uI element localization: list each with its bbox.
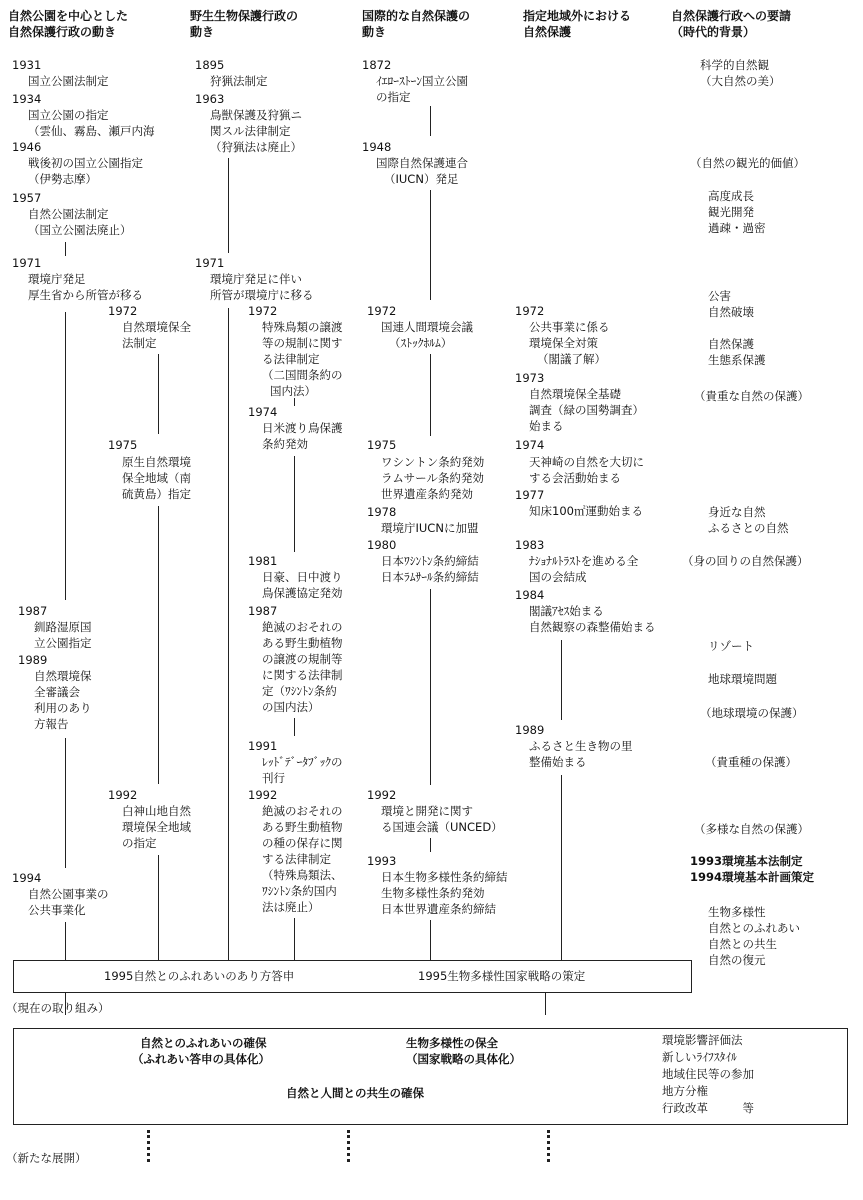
event-text: 国際自然保護連合 <box>376 156 468 170</box>
event-text: ﾜｼﾝﾄﾝ条約国内 <box>262 884 337 898</box>
event-text: 自然観察の森整備始まる <box>529 620 656 634</box>
current-right-item: 新しいﾗｲﾌｽﾀｲﾙ <box>662 1050 737 1064</box>
header-col2 <box>190 8 298 40</box>
event-year: 1973 <box>515 371 545 385</box>
event-text: （雲仙、霧島、瀬戸内海 <box>28 124 155 138</box>
event-text: 方報告 <box>34 717 69 731</box>
event-text: 公共事業に係る <box>529 320 610 334</box>
background-text: （地球環境の保護） <box>700 706 804 720</box>
background-text: 過疎・過密 <box>708 221 766 235</box>
event-text: 絶滅のおそれの <box>262 620 343 634</box>
event-year: 1981 <box>248 554 278 568</box>
event-year: 1972 <box>248 304 278 318</box>
event-year: 1972 <box>367 304 397 318</box>
event-text: 絶滅のおそれの <box>262 804 343 818</box>
event-year: 1980 <box>367 538 397 552</box>
event-text: 日本ﾜｼﾝﾄﾝ条約締結 <box>381 554 479 568</box>
event-text: 環境庁発足 <box>28 272 86 286</box>
timeline-line <box>158 506 159 784</box>
event-text: ラムサール条約発効 <box>381 471 484 485</box>
event-text: 自然公園法制定 <box>28 207 109 221</box>
event-text: 鳥保護協定発効 <box>262 586 343 600</box>
event-text: 環境保全対策 <box>529 336 598 350</box>
event-text: ﾅｼｮﾅﾙﾄﾗｽﾄを進める全 <box>529 554 639 568</box>
header-col4-text: 指定地域外における 自然保護 <box>523 9 632 39</box>
event-year: 1974 <box>515 438 545 452</box>
event-year: 1957 <box>12 191 42 205</box>
event-text: 環境保全地域 <box>122 820 191 834</box>
event-text: の国内法） <box>262 700 320 714</box>
event-year: 1989 <box>515 723 545 737</box>
event-text: 環境庁発足に伴い <box>210 272 302 286</box>
event-text: （閣議了解） <box>537 352 606 366</box>
event-year: 1992 <box>248 788 278 802</box>
event-text: 整備始まる <box>529 755 587 769</box>
event-year: 1983 <box>515 538 545 552</box>
event-year: 1934 <box>12 92 42 106</box>
event-text: 立公園指定 <box>34 636 92 650</box>
event-text: 始まる <box>529 419 564 433</box>
event-year: 1994 <box>12 871 42 885</box>
event-text: 硫黄島）指定 <box>122 487 191 501</box>
event-text: する会活動始まる <box>529 471 621 485</box>
current-right-item: 環境影響評価法 <box>662 1033 743 1047</box>
event-text: の種の保存に関 <box>262 836 343 850</box>
event-text: に関する法律制 <box>262 668 343 682</box>
background-text: 観光開発 <box>708 205 754 219</box>
label-current: （現在の取り組み） <box>6 1001 110 1015</box>
event-text: 全審議会 <box>34 685 80 699</box>
dotted-line <box>147 1130 150 1162</box>
timeline-line <box>561 775 562 960</box>
event-year: 1971 <box>12 256 42 270</box>
event-year: 1972 <box>108 304 138 318</box>
event-text: 所管が環境庁に移る <box>210 288 314 302</box>
event-year: 1978 <box>367 505 397 519</box>
box-current-efforts <box>13 1028 848 1125</box>
event-year: 1895 <box>195 58 225 72</box>
label-new: （新たな展開） <box>6 1151 87 1165</box>
event-text: 公共事業化 <box>28 903 86 917</box>
event-text: 白神山地自然 <box>122 804 191 818</box>
box-1995 <box>13 960 692 993</box>
event-year: 1948 <box>362 140 392 154</box>
event-text: 条約発効 <box>262 437 308 451</box>
event-text: る国連会議（UNCED） <box>381 820 503 834</box>
event-text: 狩猟法制定 <box>210 74 268 88</box>
background-text: 1993環境基本法制定 <box>690 854 803 868</box>
current-center-title: 自然と人間との共生の確保 <box>286 1086 424 1100</box>
event-text: 環境庁IUCNに加盟 <box>381 521 479 535</box>
event-text: （狩猟法は廃止） <box>210 140 302 154</box>
event-year: 1991 <box>248 739 278 753</box>
event-text: （特殊鳥類法、 <box>262 868 343 882</box>
timeline-line <box>430 920 431 960</box>
event-text: 日本生物多様性条約締結 <box>381 870 508 884</box>
header-col1-text: 自然公園を中心とした 自然保護行政の動き <box>8 9 129 39</box>
event-text: 自然公園事業の <box>28 887 109 901</box>
event-text: 法制定 <box>122 336 157 350</box>
event-text: の指定 <box>376 90 411 104</box>
current-right-item: 地方分権 <box>662 1084 708 1098</box>
timeline-line <box>430 589 431 785</box>
event-year: 1971 <box>195 256 225 270</box>
event-text: 等の規制に関す <box>262 336 343 350</box>
timeline-line <box>294 456 295 552</box>
event-text: 知床100㎡運動始まる <box>529 504 643 518</box>
event-text: 閣議ｱｾｽ始まる <box>529 604 604 618</box>
event-text: 自然環境保 <box>34 669 92 683</box>
box-1995-right-text: 1995生物多様性国家戦略の策定 <box>418 969 586 983</box>
timeline-line <box>430 190 431 300</box>
event-text: 国の会結成 <box>529 570 587 584</box>
event-text: （伊勢志摩） <box>28 172 97 186</box>
timeline-line <box>294 398 295 406</box>
timeline-line <box>430 838 431 852</box>
dotted-line <box>347 1130 350 1162</box>
timeline-line <box>561 640 562 720</box>
background-text: 自然破壊 <box>708 305 754 319</box>
background-text: 身近な自然 <box>708 505 766 519</box>
background-text: （身の回りの自然保護） <box>682 554 809 568</box>
event-year: 1974 <box>248 405 278 419</box>
event-year: 1946 <box>12 140 42 154</box>
event-text: 天神崎の自然を大切に <box>529 455 644 469</box>
current-mid-title: 生物多様性の保全 <box>406 1036 498 1050</box>
background-text: 地球環境問題 <box>708 672 777 686</box>
event-year: 1931 <box>12 58 42 72</box>
timeline-line <box>65 242 66 256</box>
event-text: ある野生動植物 <box>262 820 343 834</box>
timeline-line <box>65 738 66 868</box>
event-text: 釧路湿原国 <box>34 620 92 634</box>
background-text: 1994環境基本計画策定 <box>690 870 815 884</box>
timeline-line <box>158 354 159 434</box>
event-text: 日豪、日中渡り <box>262 570 343 584</box>
current-mid-subtitle: （国家戦略の具体化） <box>406 1052 521 1066</box>
background-text: （自然の観光的価値） <box>690 156 805 170</box>
background-text: （多様な自然の保護） <box>694 822 809 836</box>
current-left-title: 自然とのふれあいの確保 <box>140 1036 267 1050</box>
current-left-subtitle: （ふれあい答申の具体化） <box>132 1052 270 1066</box>
event-text: 生物多様性条約発効 <box>381 886 485 900</box>
event-text: 戦後初の国立公園指定 <box>28 156 143 170</box>
timeline-line <box>294 718 295 736</box>
event-text: 刊行 <box>262 771 285 785</box>
event-year: 1989 <box>18 653 48 667</box>
event-year: 1975 <box>367 438 397 452</box>
event-year: 1972 <box>515 304 545 318</box>
event-year: 1993 <box>367 854 397 868</box>
event-year: 1984 <box>515 588 545 602</box>
event-text: 日本ﾗﾑｻｰﾙ条約締結 <box>381 570 479 584</box>
event-year: 1975 <box>108 438 138 452</box>
background-text: （貴重な自然の保護） <box>694 389 809 403</box>
event-text: 厚生省から所管が移る <box>28 288 143 302</box>
event-text: 国内法） <box>270 384 316 398</box>
event-text: る法律制定 <box>262 352 320 366</box>
event-text: ある野生動植物 <box>262 636 343 650</box>
header-col3-text: 国際的な自然保護の 動き <box>362 9 471 39</box>
background-text: （貴重種の保護） <box>705 755 797 769</box>
event-text: ふるさと生き物の里 <box>529 739 633 753</box>
event-text: 自然環境保全 <box>122 320 191 334</box>
event-text: 法は廃止） <box>262 900 320 914</box>
event-text: 国連人間環境会議 <box>381 320 473 334</box>
timeline-line <box>228 158 229 253</box>
header-col5 <box>671 8 791 40</box>
event-text: 関スル法律制定 <box>210 124 291 138</box>
event-text: （IUCN）発足 <box>384 172 459 186</box>
event-text: 国立公園法制定 <box>28 74 109 88</box>
event-text: 日米渡り鳥保護 <box>262 421 343 435</box>
event-year: 1987 <box>18 604 48 618</box>
header-col5-text: 自然保護行政への要請 （時代的背景） <box>671 9 792 39</box>
event-year: 1987 <box>248 604 278 618</box>
background-text: 科学的自然観 <box>700 58 769 72</box>
event-text: （二国間条約の <box>262 368 343 382</box>
background-text: 自然保護 <box>708 337 754 351</box>
background-text: 高度成長 <box>708 189 754 203</box>
timeline-line <box>65 922 66 960</box>
background-text: 自然とのふれあい <box>708 921 800 935</box>
current-right-item: 行政改革 等 <box>662 1101 754 1115</box>
header-col1 <box>8 8 128 40</box>
background-text: リゾート <box>708 639 754 653</box>
timeline-line <box>430 354 431 436</box>
event-text: 日本世界遺産条約締結 <box>381 902 496 916</box>
event-text: 利用のあり <box>34 701 92 715</box>
event-text: （国立公園法廃止） <box>28 223 132 237</box>
background-text: 自然の復元 <box>708 953 766 967</box>
header-col2-text: 野生生物保護行政の 動き <box>190 9 299 39</box>
background-text: 公害 <box>708 289 731 303</box>
event-text: ワシントン条約発効 <box>381 455 485 469</box>
event-text: ﾚｯﾄﾞﾃﾞｰﾀﾌﾞｯｸの <box>262 755 343 769</box>
background-text: 自然との共生 <box>708 937 777 951</box>
timeline-line <box>294 918 295 960</box>
timeline-line <box>65 312 66 600</box>
event-text: 国立公園の指定 <box>28 108 109 122</box>
event-year: 1992 <box>108 788 138 802</box>
event-text: する法律制定 <box>262 852 331 866</box>
event-text: 世界遺産条約発効 <box>381 487 473 501</box>
event-text: 定（ﾜｼﾝﾄﾝ条約 <box>262 684 337 698</box>
event-text: ｲｴﾛｰｽﾄｰﾝ国立公園 <box>376 74 468 88</box>
event-text: （ｽﾄｯｸﾎﾙﾑ） <box>389 336 453 350</box>
background-text: 生態系保護 <box>708 353 766 367</box>
timeline-line <box>228 308 229 960</box>
connector-line <box>545 993 546 1015</box>
background-text: ふるさとの自然 <box>708 521 789 535</box>
event-text: 調査（緑の国勢調査） <box>529 403 644 417</box>
header-col3 <box>362 8 470 40</box>
header-col4 <box>523 8 631 40</box>
event-year: 1872 <box>362 58 392 72</box>
event-text: 自然環境保全基礎 <box>529 387 621 401</box>
background-text: （大自然の美） <box>700 74 781 88</box>
event-text: 保全地域（南 <box>122 471 191 485</box>
event-text: の譲渡の規制等 <box>262 652 343 666</box>
event-text: 鳥獣保護及狩猟ニ <box>210 108 302 122</box>
background-text: 生物多様性 <box>708 905 766 919</box>
event-year: 1992 <box>367 788 397 802</box>
current-right-item: 地域住民等の参加 <box>662 1067 754 1081</box>
event-text: の指定 <box>122 836 157 850</box>
timeline-line <box>158 855 159 960</box>
event-year: 1977 <box>515 488 545 502</box>
dotted-line <box>547 1130 550 1162</box>
event-year: 1963 <box>195 92 225 106</box>
timeline-line <box>430 106 431 136</box>
box-1995-left-text: 1995自然とのふれあいのあり方答申 <box>104 969 295 983</box>
event-text: 原生自然環境 <box>122 455 191 469</box>
event-text: 特殊鳥類の譲渡 <box>262 320 343 334</box>
event-text: 環境と開発に関す <box>381 804 473 818</box>
